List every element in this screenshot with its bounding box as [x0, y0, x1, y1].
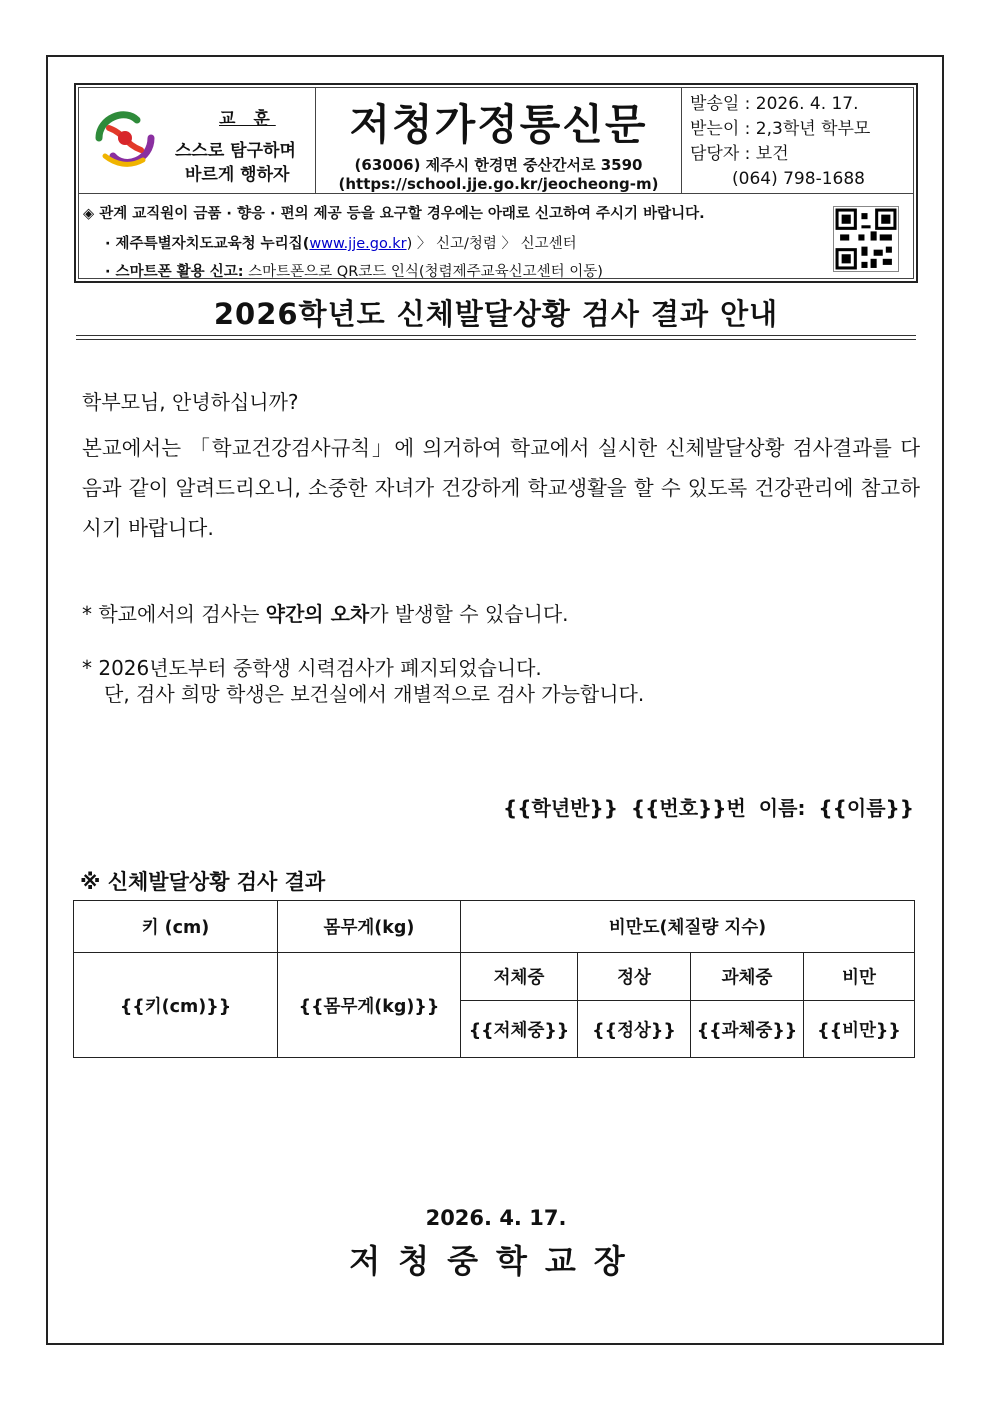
- sub-underweight: 저체중: [461, 953, 578, 1001]
- school-logo: [85, 98, 165, 178]
- info-cell: [682, 88, 913, 193]
- document-title: 2026학년도 신체발달상황 검사 결과 안내: [213, 297, 779, 331]
- staff-in-charge: 담당자 : 보건: [690, 144, 789, 164]
- title-divider: [76, 335, 916, 340]
- phone-number: (064) 798-1688: [732, 169, 865, 189]
- note-error-bold: 약간의 오차: [265, 602, 370, 626]
- value-overweight: {{과체중}}: [691, 1001, 804, 1058]
- school-address: (63006) 제주시 한경면 중산간서로 3590: [354, 156, 643, 174]
- title-cell: [316, 88, 682, 193]
- report-notice: [79, 194, 913, 278]
- smartphone-desc: 스마트폰으로 QR코드 인식(청렴제주교육신고센터 이동): [243, 264, 603, 280]
- recipient: 받는이 : 2,3학년 학부모: [690, 119, 871, 139]
- sub-obese: 비만: [804, 953, 915, 1001]
- value-weight: {{몸무게(kg)}}: [278, 953, 461, 1058]
- student-info: {{학년반}} {{번호}}번 이름: {{이름}}: [503, 796, 914, 820]
- note-error-pre: * 학교에서의 검사는: [82, 602, 266, 626]
- col-height: 키 (cm): [74, 901, 278, 953]
- greeting: 학부모님, 안녕하십니까?: [82, 390, 299, 414]
- issue-date: 발송일 : 2026. 4. 17.: [690, 94, 859, 114]
- newspaper-title: 저청가정통신문: [349, 100, 648, 149]
- report-line-smartphone: [105, 260, 603, 281]
- value-underweight: {{저체중}}: [461, 1001, 578, 1058]
- report-line-website: [105, 232, 577, 253]
- note-vision-1: * 2026년도부터 중학생 시력검사가 폐지되었습니다.: [82, 656, 542, 680]
- value-normal: {{정상}}: [578, 1001, 691, 1058]
- note-error: [82, 598, 569, 627]
- motto-line-1: 스스로 탐구하며: [175, 141, 296, 161]
- footer-date: 2026. 4. 17.: [425, 1206, 567, 1230]
- value-obese: {{비만}}: [804, 1001, 915, 1058]
- motto-cell: [79, 88, 316, 193]
- note-vision-2: 단, 검사 희망 학생은 보건실에서 개별적으로 검사 가능합니다.: [104, 682, 645, 706]
- qr-code-icon[interactable]: [833, 206, 899, 272]
- value-height: {{키(cm)}}: [74, 953, 278, 1058]
- body-paragraph: 본교에서는 「학교건강검사규칙」에 의거하여 학교에서 실시한 신체발달상황 검사결과를 다음과 같이 알려드리오니, 소중한 자녀가 건강하게 학교생활을 할 수 있도록 건강관리에 참고하시기 바랍니다.: [82, 436, 920, 540]
- report-line-suffix: ) 〉 신고/청렴 〉 신고센터: [406, 236, 577, 252]
- results-table: [73, 900, 915, 1058]
- results-section-title: ※ 신체발달상황 검사 결과: [80, 870, 326, 894]
- col-obesity: 비만도(체질량 지수): [461, 901, 915, 953]
- col-weight: 몸무게(kg): [278, 901, 461, 953]
- sub-normal: 정상: [578, 953, 691, 1001]
- motto-heading: 교 훈: [219, 109, 276, 129]
- smartphone-label: · 스마트폰 활용 신고:: [105, 264, 244, 280]
- motto-line-2: 바르게 행하자: [185, 165, 290, 185]
- newsletter-header: [74, 83, 918, 283]
- report-notice-main: ◈ 관계 교직원이 금품 · 향응 · 편의 제공 등을 요구할 경우에는 아래로 신고하여 주시기 바랍니다.: [83, 206, 705, 222]
- report-line-prefix: · 제주특별자치도교육청 누리집(: [105, 236, 310, 252]
- school-url: (https://school.jje.go.kr/jeocheong-m): [338, 175, 659, 193]
- sub-overweight: 과체중: [691, 953, 804, 1001]
- note-error-post: 가 발생할 수 있습니다.: [369, 602, 569, 626]
- principal-signature: 저청중학교장: [349, 1242, 643, 1280]
- education-office-link[interactable]: www.jje.go.kr: [309, 236, 407, 252]
